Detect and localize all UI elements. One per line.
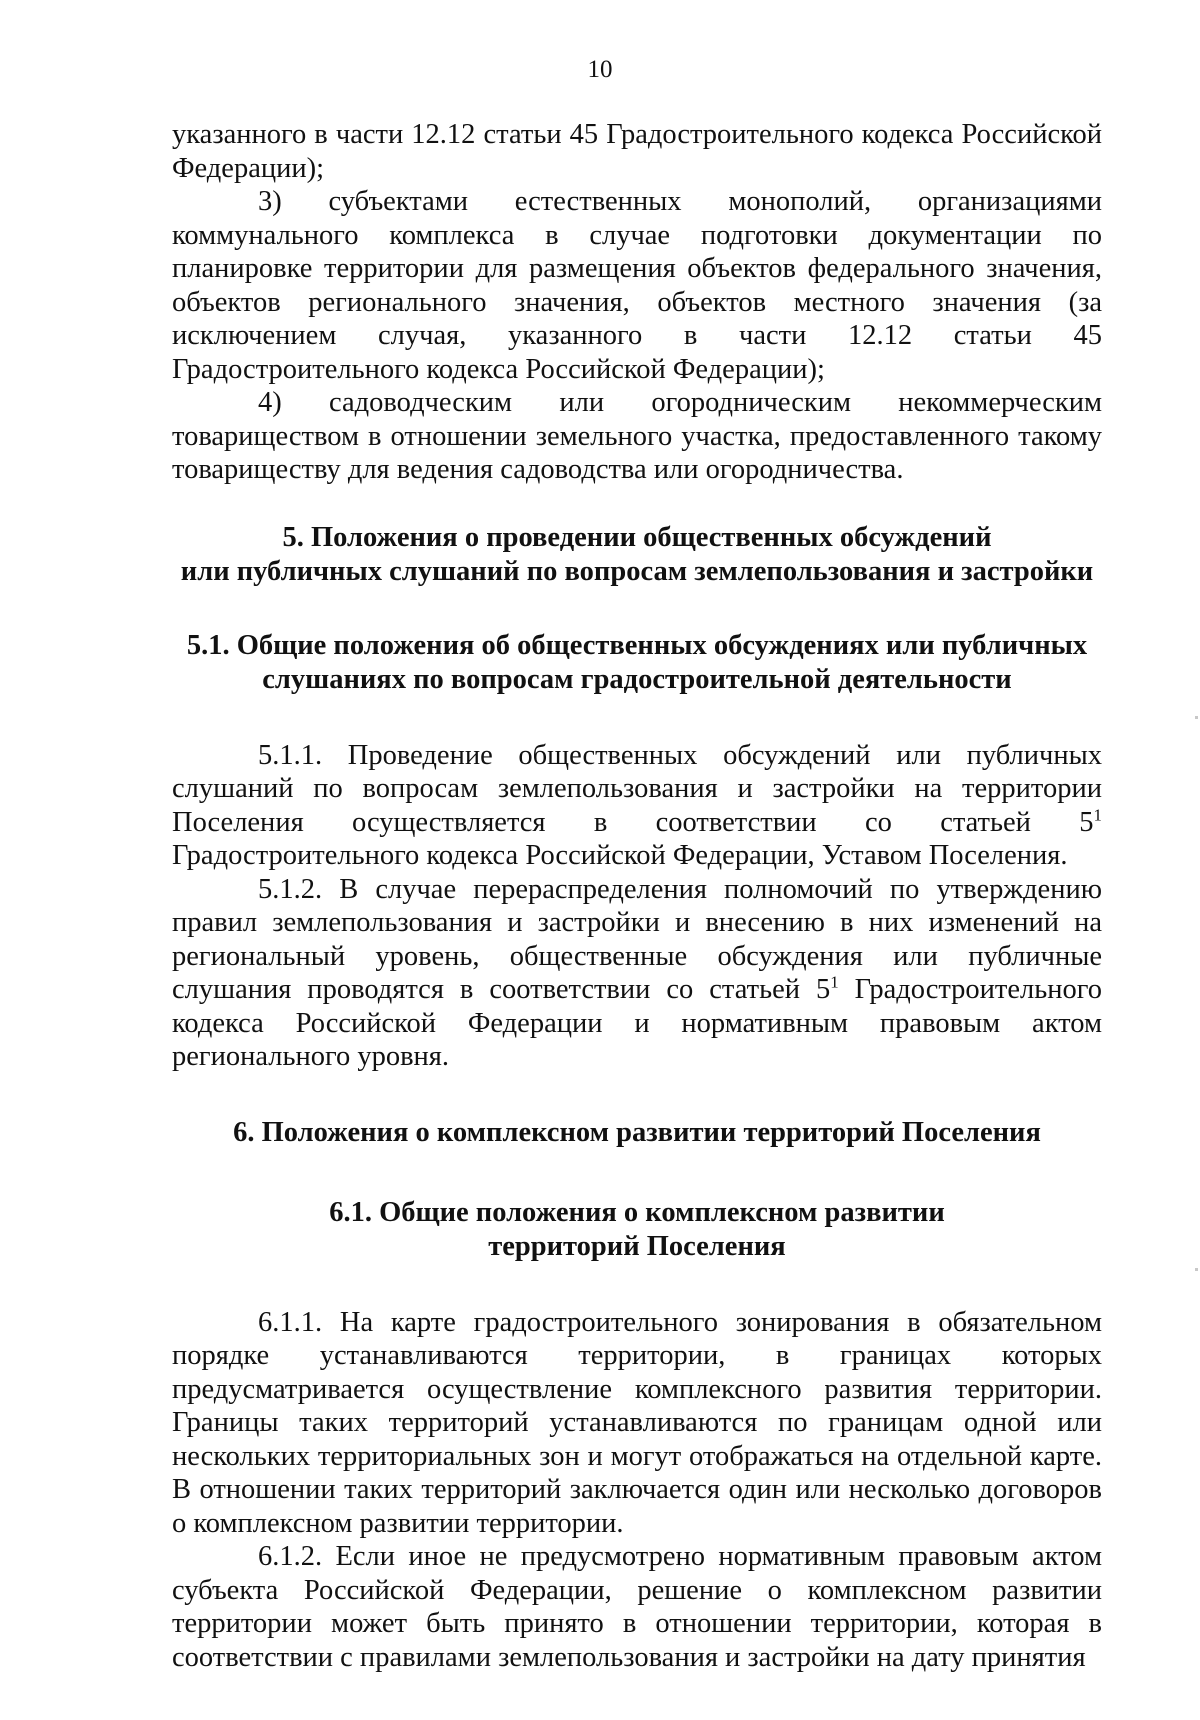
list-item-4: 4) садоводческим или огородническим некоммерческим товариществом в отношении земельного участка, предоставленного такому товариществу для ведения садоводства или огородничества.	[172, 387, 1102, 485]
superscript: 1	[1093, 805, 1102, 824]
section-5-heading-line-2: или публичных слушаний по вопросам землепользования и застройки	[180, 555, 1094, 587]
section-6-1-heading	[172, 1196, 1102, 1264]
scan-artifact-mark	[1195, 716, 1198, 719]
section-5-1-heading-line-2: слушаниях по вопросам градостроительной деятельности	[262, 663, 1012, 695]
clause-6-1-1: 6.1.1. На карте градостроительного зонирования в обязательном порядке устанавливаются территории, в границах которых предусматривается осуществление комплексного развития территории. Границы таких территорий устанавливаются по границам одной или нескольких территориальных зон и могут отображаться на отдельной карте. В отношении таких территорий заключается один или несколько договоров о комплексном развитии территории.	[172, 1306, 1102, 1539]
clause-5-1-1-text: 5.1.1. Проведение общественных обсуждений или публичных слушаний по вопросам землепользования и застройки на территории Поселения осуществляется в соответствии со статьей 5	[172, 739, 1102, 838]
clause-5-1-1	[172, 739, 1102, 873]
page-number: 10	[587, 56, 613, 83]
section-6-heading-line-1: 6. Положения о комплексном развитии территорий Поселения	[233, 1116, 1041, 1148]
clause-5-1-2-text: 5.1.2. В случае перераспределения полномочий по утверждению правил землепользования и застройки и внесению в них изменений на региональный уровень, общественные обсуждения или публичные слушания проводятся в соответствии со статьей 5	[172, 873, 1102, 1005]
clause-5-1-2-text-end: Градостроительного кодекса Российской Федерации и нормативным правовым актом регионального уровня.	[172, 974, 1102, 1072]
clause-5-1-2	[172, 873, 1102, 1074]
section-5-heading-line-1: 5. Положения о проведении общественных обсуждений	[282, 521, 992, 553]
section-5-1-heading-line-1: 5.1. Общие положения об общественных обсуждениях или публичных	[186, 629, 1088, 661]
section-6-1-heading-line-1: 6.1. Общие положения о комплексном развитии	[329, 1196, 945, 1228]
list-item-3: 3) субъектами естественных монополий, организациями коммунального комплекса в случае подготовки документации по планировке территории для размещения объектов федерального значения, объектов регионального значения, объектов местного значения (за исключением случая, указанного в части 12.12 статьи 45 Градостроительного кодекса Российской Федерации);	[172, 186, 1102, 385]
superscript: 1	[830, 972, 839, 992]
section-5-1-heading	[172, 629, 1102, 697]
paragraph-continuation: указанного в части 12.12 статьи 45 Градостроительного кодекса Российской Федерации);	[172, 119, 1102, 184]
clause-6-1-2: 6.1.2. Если иное не предусмотрено нормативным правовым актом субъекта Российской Федерации, решение о комплексном развитии территории может быть принято в отношении территории, которая в соответствии с правилами землепользования и застройки на дату принятия	[172, 1541, 1102, 1673]
section-6-1-heading-line-2: территорий Поселения	[488, 1230, 786, 1262]
section-5-heading	[172, 521, 1102, 589]
clause-5-1-1-text-end: Градостроительного кодекса Российской Федерации, Уставом Поселения.	[172, 840, 1068, 871]
scan-artifact-mark	[1195, 1268, 1198, 1271]
document-body	[172, 118, 1102, 1674]
section-6-heading	[172, 1116, 1102, 1150]
